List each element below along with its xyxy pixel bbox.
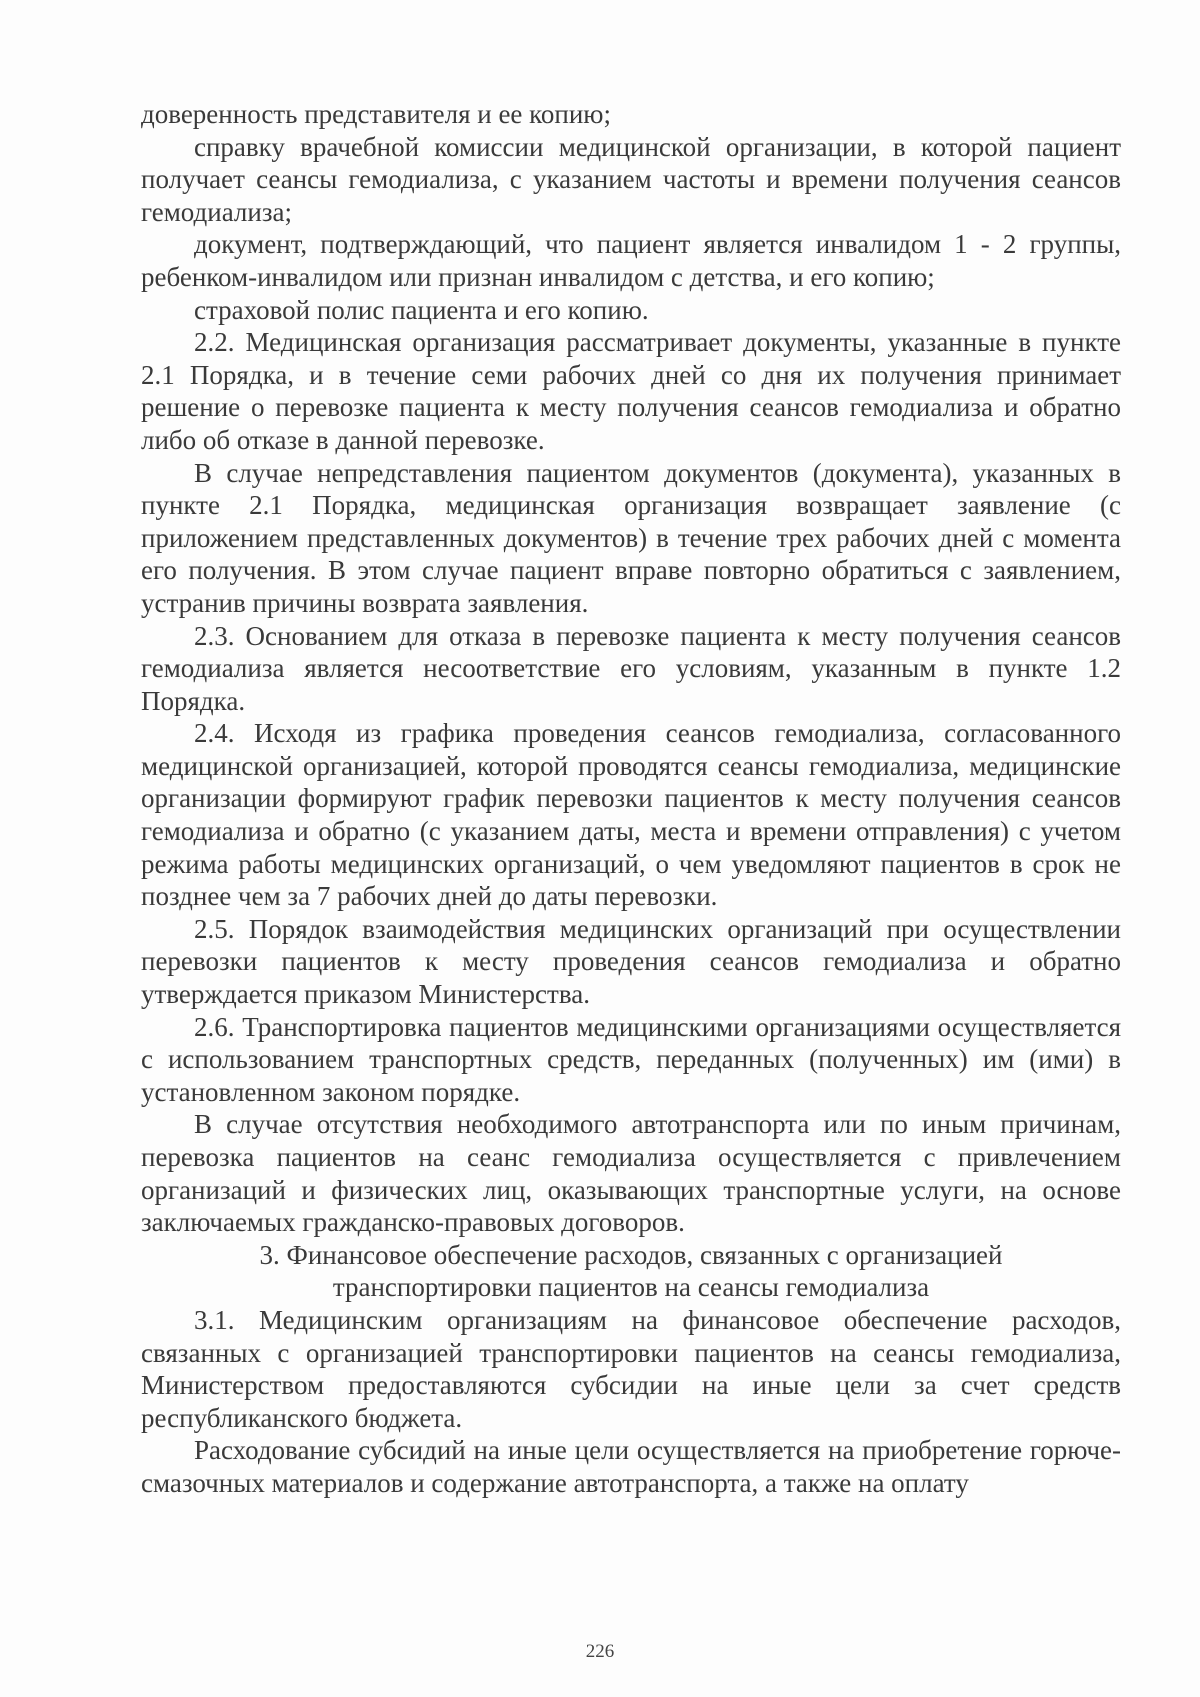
paragraph-non-submission: В случае непредставления пациентом документов (документа), указанных в пункте 2.1 Порядка, медицинская организация возвращает заявление (с приложением представленных документов) в течение трех рабочих дней с момента его получения. В этом случае пациент вправе повторно обратиться с заявлением, устранив причины возврата заявления. — [141, 457, 1121, 618]
paragraph-disability-document: документ, подтверждающий, что пациент является инвалидом 1 - 2 группы, ребенком-инвалидом или признан инвалидом с детства, и его копию; — [141, 229, 1121, 292]
section-3-heading — [141, 1239, 1121, 1304]
paragraph-medical-commission-certificate: справку врачебной комиссии медицинской организации, в которой пациент получает сеансы гемодиализа, с указанием частоты и времени получения сеансов гемодиализа; — [141, 131, 1121, 227]
section-3-heading-line-1: 3. Финансовое обеспечение расходов, связанных с организацией — [259, 1239, 1003, 1270]
paragraph-power-of-attorney: доверенность представителя и ее копию; — [141, 99, 611, 129]
paragraph-3-1: 3.1. Медицинским организациям на финансовое обеспечение расходов, связанных с организацией транспортировки пациентов на сеансы гемодиализа, Министерством предоставляются субсидии на иные цели за счет средств республиканского бюджета. — [141, 1304, 1121, 1433]
paragraph-2-3: 2.3. Основанием для отказа в перевозке пациента к месту получения сеансов гемодиализа является несоответствие его условиям, указанным в пункте 1.2 Порядка. — [141, 620, 1121, 716]
paragraph-2-6: 2.6. Транспортировка пациентов медицинскими организациями осуществляется с использованием транспортных средств, переданных (полученных) им (ими) в установленном законом порядке. — [141, 1011, 1121, 1107]
paragraph-2-4: 2.4. Исходя из графика проведения сеансов гемодиализа, согласованного медицинской организацией, которой проводятся сеансы гемодиализа, медицинские организации формируют график перевозки пациентов к месту получения сеансов гемодиализа и обратно (с указанием даты, места и времени отправления) с учетом режима работы медицинских организаций, о чем уведомляют пациентов в срок не позднее чем за 7 рабочих дней до даты перевозки. — [141, 718, 1121, 912]
paragraph-absence-of-transport: В случае отсутствия необходимого автотранспорта или по иным причинам, перевозка пациентов на сеанс гемодиализа осуществляется с привлечением организаций и физических лиц, оказывающих транспортные услуги, на основе заключаемых гражданско-правовых договоров. — [141, 1109, 1121, 1238]
paragraph-insurance-policy: страховой полис пациента и его копию. — [194, 294, 649, 325]
section-3-heading-line-2: транспортировки пациентов на сеансы гемодиализа — [332, 1272, 930, 1303]
document-body — [141, 98, 1121, 1500]
paragraph-subsidy-spending: Расходование субсидий на иные цели осуществляется на приобретение горюче-смазочных материалов и содержание автотранспорта, а также на оплату — [141, 1435, 1121, 1498]
paragraph-2-5: 2.5. Порядок взаимодействия медицинских организаций при осуществлении перевозки пациентов к месту проведения сеансов гемодиализа и обратно утверждается приказом Министерства. — [141, 913, 1121, 1010]
page-number: 226 — [585, 1641, 615, 1662]
paragraph-2-2: 2.2. Медицинская организация рассматривает документы, указанные в пункте 2.1 Порядка, и в течение семи рабочих дней со дня их получения принимает решение о перевозке пациента к месту получения сеансов гемодиализа и обратно либо об отказе в данной перевозке. — [141, 327, 1121, 455]
